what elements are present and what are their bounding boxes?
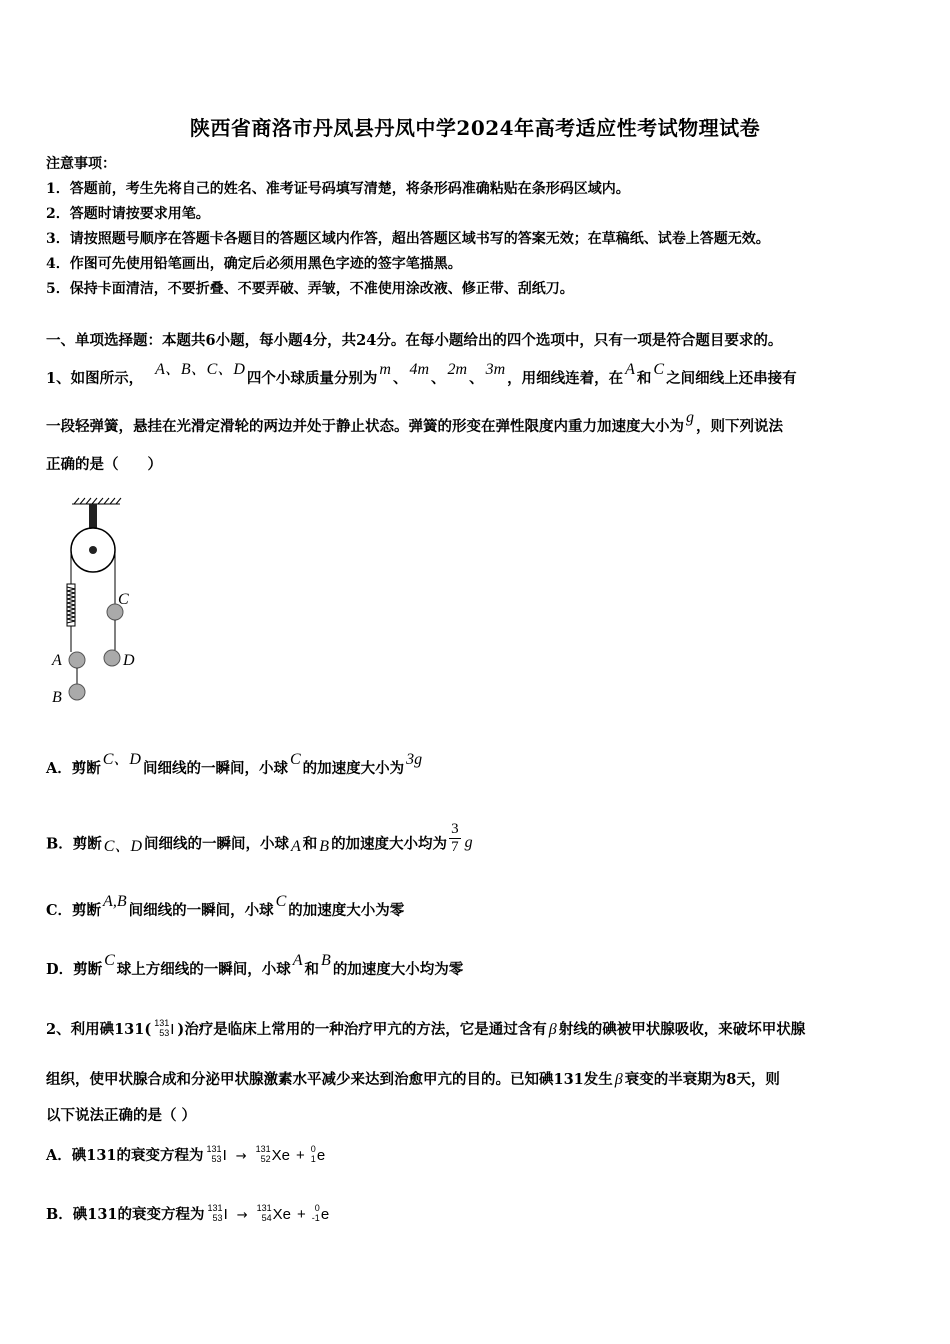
sep: 、 (392, 370, 408, 387)
opt-text: D．剪断 (46, 961, 103, 978)
label-c: C (118, 591, 129, 608)
mass-number: 131 (154, 1018, 170, 1029)
atomic-number: 52 (260, 1154, 271, 1165)
sep: 、 (469, 370, 484, 387)
beta-symbol: β (548, 1021, 557, 1038)
atomic-number: 53 (211, 1154, 222, 1165)
opt-vars: A,B (103, 893, 127, 910)
element-symbol: Xe (272, 1206, 292, 1223)
xenon-symbol (256, 1146, 290, 1166)
plus: + (297, 1206, 306, 1223)
electron-symbol (311, 1146, 325, 1166)
opt-text: 间细线的一瞬间，小球 (142, 760, 288, 777)
section-heading: 一、单项选择题：本题共6小题，每小题4分，共24分。在每小题给出的四个选项中，只有一项是符合题目要求的。 (46, 332, 783, 349)
opt-vars: C、D (103, 837, 142, 855)
spring (67, 584, 75, 626)
opt-var: A (292, 952, 303, 969)
ceiling-hatch (72, 498, 121, 504)
q2-text: )治疗是临床上常用的一种治疗甲亢的方法，它是通过含有 (177, 1021, 547, 1038)
mass-number: 131 (256, 1203, 272, 1214)
opt-var: C (104, 952, 115, 969)
opt-text: 的加速度大小为零 (288, 902, 405, 919)
opt-var: B (319, 837, 330, 855)
q1-text: 之间细线上还串接有 (666, 370, 797, 387)
opt-text: 球上方细线的一瞬间，小球 (116, 961, 291, 978)
opt-var: B (321, 952, 331, 969)
opt-text: B．碘131的衰变方程为 (46, 1206, 205, 1223)
label-b: B (52, 689, 62, 706)
mass-2m: 2m (447, 361, 468, 378)
atomic-number: 54 (261, 1213, 272, 1224)
element-symbol: e (316, 1147, 326, 1164)
page-title: 陕西省商洛市丹凤县丹凤中学2024年高考适应性考试物理试卷 (189, 116, 761, 140)
q1-option-d[interactable] (46, 952, 464, 979)
atomic-number: 53 (212, 1213, 223, 1224)
xenon-symbol (257, 1205, 291, 1225)
element-symbol: I (222, 1147, 227, 1164)
notice-heading: 注意事项： (46, 156, 116, 172)
pulley-diagram (44, 492, 144, 712)
arrow-icon: → (236, 1208, 248, 1223)
q1-text: ，用细线连着，在 (507, 370, 624, 387)
mass-number: 131 (255, 1144, 271, 1155)
electron-symbol (312, 1205, 329, 1225)
iodine-symbol (208, 1205, 228, 1225)
q1-line-1 (46, 361, 797, 388)
opt-var: C (275, 893, 287, 910)
mass-number: 0 (310, 1144, 316, 1155)
mass-3m: 3m (485, 361, 506, 378)
opt-text: 间细线的一瞬间，小球 (144, 835, 289, 853)
sep: 、 (431, 370, 446, 387)
mass-number: 131 (207, 1203, 223, 1214)
atomic-number: 53 (159, 1028, 170, 1039)
opt-text: 间细线的一瞬间，小球 (128, 902, 274, 919)
iodine-symbol (207, 1146, 227, 1166)
var-c: C (653, 361, 665, 378)
and: 和 (636, 370, 652, 387)
opt-var: C (289, 751, 301, 768)
q1-option-c[interactable] (46, 893, 405, 920)
notice-item: 5．保持卡面清洁，不要折叠、不要弄破、弄皱，不准使用涂改液、修正带、刮纸刀。 (46, 281, 574, 297)
q1-option-a[interactable] (46, 751, 424, 778)
notice-item: 1．答题前，考生先将自己的姓名、准考证号码填写清楚，将条形码准确粘贴在条形码区域内。 (46, 181, 630, 197)
q1-text: 四个小球质量分别为 (246, 370, 378, 387)
arrow-icon: → (235, 1149, 247, 1164)
numerator: 3 (451, 821, 459, 837)
opt-vars: C、D (102, 751, 141, 768)
mass-m: m (379, 361, 391, 378)
opt-text: B．剪断 (46, 835, 102, 853)
opt-var: g (464, 833, 473, 851)
opt-text: A．碘131的衰变方程为 (46, 1147, 204, 1164)
q1-text: 一段轻弹簧，悬挂在光滑定滑轮的两边并处于静止状态。弹簧的形变在弹性限度内重力加速度大小为 (46, 418, 684, 435)
plus: + (296, 1147, 305, 1164)
pulley-axle (89, 546, 97, 554)
q2-line-1 (46, 1018, 805, 1040)
opt-text: 的加速度大小均为零 (332, 961, 464, 978)
charge-number: -1 (311, 1213, 320, 1224)
var-a: A (625, 361, 635, 378)
q2-option-a[interactable] (46, 1144, 328, 1166)
and: 和 (304, 961, 320, 978)
denominator: 7 (451, 839, 459, 855)
q2-text: 组织，使甲状腺合成和分泌甲状腺激素水平减少来达到治愈甲亢的目的。已知碘131发生 (46, 1071, 613, 1088)
charge-number: 1 (310, 1154, 316, 1165)
ball-d (104, 650, 120, 666)
q2-line-3: 以下说法正确的是（ ） (46, 1107, 197, 1124)
mass-number: 0 (314, 1203, 320, 1214)
q2-option-b[interactable] (46, 1203, 332, 1225)
var-g: g (686, 409, 694, 426)
label-d: D (123, 652, 135, 669)
beta-symbol: β (614, 1071, 623, 1088)
notice-item: 2．答题时请按要求用笔。 (46, 206, 210, 222)
element-symbol: I (223, 1206, 228, 1223)
q1-line-2 (46, 409, 783, 436)
element-symbol: Xe (271, 1147, 291, 1164)
ball-b (69, 684, 85, 700)
q1-text: 1、如图所示， (46, 370, 144, 387)
and: 和 (302, 835, 318, 853)
mass-number: 131 (206, 1144, 222, 1155)
fraction-3-7 (449, 821, 461, 856)
opt-text: C．剪断 (46, 902, 102, 919)
q1-line-3: 正确的是（ ） (46, 456, 162, 473)
q2-text: 衰变的半衰期为8天，则 (624, 1071, 780, 1088)
opt-text: 的加速度大小为 (302, 760, 405, 777)
mass-4m: 4m (409, 361, 429, 378)
opt-var: A (291, 837, 301, 855)
ball-a (69, 652, 85, 668)
notice-item: 4．作图可先使用铅笔画出，确定后必须用黑色字迹的签字笔描黑。 (46, 256, 462, 272)
q1-text: ，则下列说法 (696, 418, 783, 435)
q2-line-2 (46, 1068, 780, 1089)
label-a: A (52, 652, 62, 669)
element-symbol: e (320, 1206, 330, 1223)
q2-text: 射线的碘被甲状腺吸收，来破坏甲状腺 (558, 1021, 806, 1038)
q2-text: 2、利用碘131( (46, 1021, 152, 1038)
opt-text: A．剪断 (46, 760, 101, 777)
notice-item: 3．请按照题号顺序在答题卡各题目的答题区域内作答，超出答题区域书写的答案无效；在草稿纸、试卷上答题无效。 (46, 231, 770, 247)
q1-option-b[interactable] (46, 821, 475, 862)
opt-text: 的加速度大小均为 (331, 835, 448, 853)
opt-value: 3g (406, 751, 423, 768)
element-symbol: I (170, 1021, 175, 1038)
iodine-131-symbol (154, 1020, 174, 1040)
q1-vars: A、B、C、D (155, 361, 245, 378)
